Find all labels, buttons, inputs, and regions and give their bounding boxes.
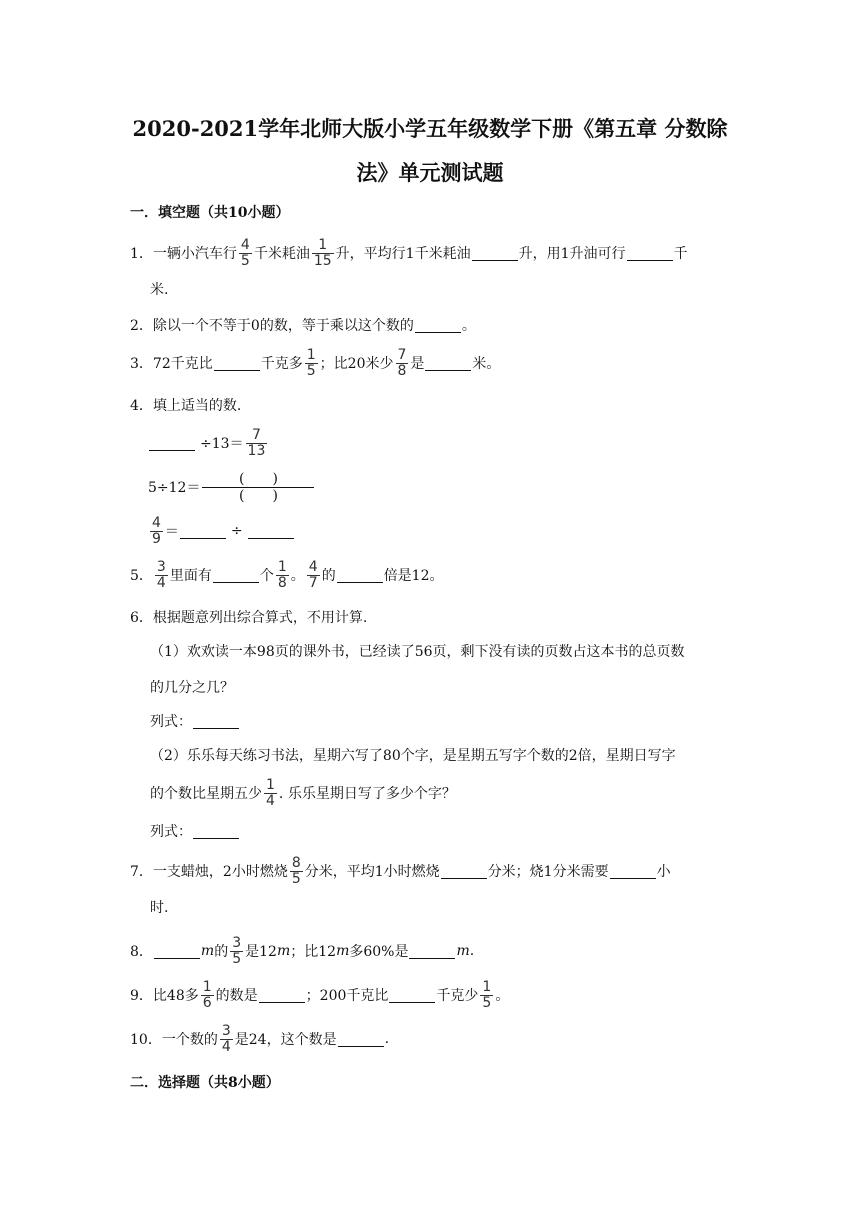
answer-blank[interactable]: [415, 318, 461, 333]
answer-blank[interactable]: [425, 356, 471, 371]
q-text: ；比20米少: [319, 356, 394, 372]
q-text: ；200千克比: [305, 988, 389, 1004]
fraction: $\frac{4}{5}$: [240, 236, 250, 269]
q-number: 6．: [130, 610, 153, 626]
fraction: $\frac{1}{4}$: [266, 776, 275, 809]
answer-blank[interactable]: [193, 824, 239, 839]
section-heading-multiple-choice: 二．选择题（共8小题）: [130, 1075, 280, 1091]
q-text: 的: [214, 944, 229, 960]
q-text: 千克多: [260, 356, 303, 372]
q-text: 。: [290, 568, 305, 584]
question-5: [130, 558, 444, 592]
doc-title-line1: 2020-2021学年北师大版小学五年级数学下册《第五章 分数除: [132, 116, 728, 141]
q-number: 10．: [130, 1032, 162, 1048]
answer-blank[interactable]: [441, 864, 487, 879]
q-text: . 乐乐星期日写了多少个字？: [278, 786, 456, 802]
fraction: $\frac{4}{7}$: [308, 558, 318, 591]
q-text: 5÷12＝: [148, 480, 201, 496]
unit-m: m: [276, 943, 291, 959]
q-text: 比48多: [152, 988, 199, 1004]
q-text: 里面有: [169, 568, 212, 584]
q-text: 一支蜡烛，2小时燃烧: [152, 864, 288, 880]
answer-blank[interactable]: [180, 524, 226, 539]
q-text: 多60%是: [349, 944, 409, 960]
paren-fraction[interactable]: ( ) ( ): [202, 471, 314, 504]
answer-blank[interactable]: [409, 944, 455, 959]
q-text: 一个数的: [161, 1032, 218, 1048]
unit-m: m: [200, 943, 215, 959]
q-text: 千米耗油: [253, 246, 310, 262]
question-6-part2-line1: （2）乐乐每天练习书法，星期六写了80个字，是星期五写字个数的2倍，星期日写字: [150, 748, 676, 764]
q-number: 4．: [130, 398, 153, 414]
question-2: [130, 308, 476, 342]
q-text: 填上适当的数.: [152, 398, 242, 414]
q-text: 是24，这个数是: [234, 1032, 337, 1048]
q-text: 个: [259, 568, 274, 584]
fraction: $\frac{1}{15}$: [313, 236, 332, 269]
q-text: 的个数比星期五少: [150, 786, 262, 802]
q-text: ÷: [230, 523, 243, 539]
fraction: $\frac{8}{5}$: [291, 854, 301, 887]
fraction: $\frac{3}{4}$: [156, 558, 166, 591]
answer-blank[interactable]: [213, 568, 259, 583]
fraction: $\frac{7}{13}$: [247, 426, 266, 459]
q-text: 倍是12。: [383, 568, 444, 584]
question-6-part2-line2: [150, 776, 456, 810]
question-7: [130, 854, 671, 888]
answer-blank[interactable]: [248, 524, 294, 539]
answer-blank[interactable]: [610, 864, 656, 879]
q-text: 72千克比: [152, 356, 213, 372]
q-text: 根据题意列出综合算式，不用计算.: [152, 610, 368, 626]
unit-m: m: [456, 943, 470, 959]
q-text: .: [469, 943, 475, 959]
q-number: 7．: [130, 864, 153, 880]
q-number: 1．: [130, 246, 153, 262]
q-number: 5．: [130, 568, 153, 584]
question-6-part1-formula: [150, 704, 240, 738]
fraction: $\frac{7}{8}$: [397, 346, 407, 379]
q-text: 的: [321, 568, 336, 584]
answer-blank[interactable]: [472, 246, 518, 261]
unit-m: m: [336, 943, 350, 959]
question-3: [130, 346, 500, 380]
doc-title-line2: 法》单元测试题: [356, 160, 504, 185]
fraction: $\frac{1}{5}$: [306, 346, 316, 379]
fraction: $\frac{1}{5}$: [482, 978, 492, 1011]
answer-blank[interactable]: [389, 988, 435, 1003]
q-text: 分米；烧1分米需要: [487, 864, 609, 880]
q-text: ＝: [164, 524, 179, 540]
question-4-line1: [148, 426, 269, 460]
question-6: [130, 600, 367, 634]
q-text: 。: [495, 988, 510, 1004]
q-text: 千克少: [436, 988, 479, 1004]
question-1-wrap: 米.: [150, 282, 169, 298]
q-text: 列式：: [150, 824, 192, 840]
answer-blank[interactable]: [149, 436, 195, 451]
section-heading-fill-blank: 一．填空题（共10小题）: [130, 205, 290, 221]
q-text: 升，用1升油可行: [518, 246, 626, 262]
answer-blank[interactable]: [338, 1032, 384, 1047]
answer-blank[interactable]: [154, 944, 200, 959]
q-text: .: [384, 1031, 390, 1047]
q-text: 是: [410, 356, 425, 372]
q-number: 9．: [130, 988, 153, 1004]
question-9: [130, 978, 509, 1012]
q-text: ；比12: [290, 944, 337, 960]
fraction: $\frac{3}{4}$: [221, 1022, 231, 1055]
q-text: 小: [656, 864, 671, 880]
question-6-part1-line2: 的几分之几？: [150, 680, 234, 696]
q-text: 。: [461, 318, 476, 334]
question-4: [130, 388, 241, 422]
question-10: [130, 1022, 389, 1056]
question-6-part2-formula: [150, 814, 240, 848]
question-7-wrap: 时.: [150, 900, 169, 916]
q-number: 8．: [130, 944, 153, 960]
q-text: ÷13＝: [200, 436, 244, 452]
answer-blank[interactable]: [214, 356, 260, 371]
q-text: 的数是: [215, 988, 258, 1004]
question-4-line2: [148, 470, 314, 504]
q-text: 是12: [245, 944, 277, 960]
answer-blank[interactable]: [259, 988, 305, 1003]
fraction: $\frac{3}{5}$: [232, 934, 242, 967]
question-6-part1-line1: （1）欢欢读一本98页的课外书，已经读了56页，剩下没有读的页数占这本书的总页数: [150, 644, 685, 660]
fraction: $\frac{1}{8}$: [277, 558, 287, 591]
q-text: 分米，平均1小时燃烧: [304, 864, 440, 880]
fraction: $\frac{1}{6}$: [202, 978, 212, 1011]
q-text: 米。: [472, 356, 501, 372]
q-text: 除以一个不等于0的数，等于乘以这个数的: [152, 318, 414, 334]
question-8: [130, 934, 474, 968]
fraction: $\frac{4}{9}$: [152, 514, 161, 547]
q-text: 一辆小汽车行: [152, 246, 237, 262]
answer-blank[interactable]: [193, 714, 239, 729]
q-text: 升，平均行1千米耗油: [335, 246, 471, 262]
answer-blank[interactable]: [337, 568, 383, 583]
q-text: 列式：: [150, 714, 192, 730]
question-1: [130, 236, 688, 270]
q-number: 3．: [130, 356, 153, 372]
answer-blank[interactable]: [627, 246, 673, 261]
q-number: 2．: [130, 318, 153, 334]
q-text: 千: [673, 246, 688, 262]
question-4-line3: [148, 514, 295, 548]
